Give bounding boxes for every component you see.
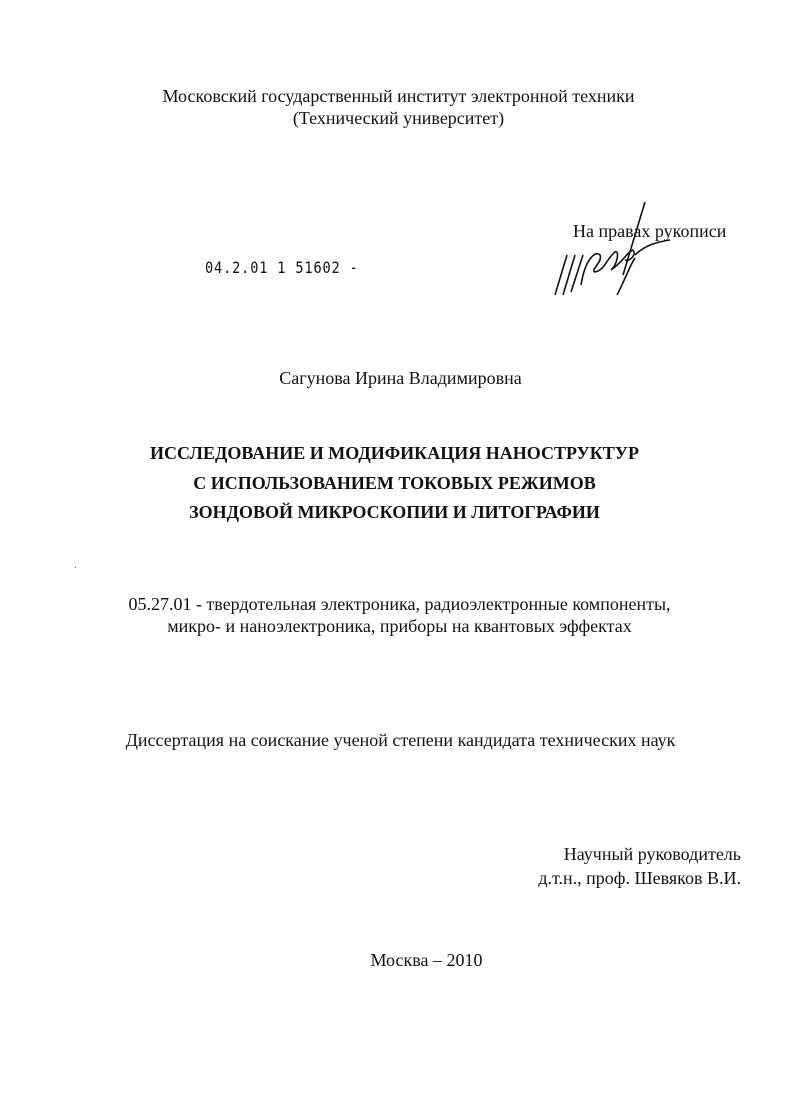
institution-subtitle: (Технический университет) (292, 108, 505, 128)
supervisor-name: д.т.н., проф. Шевяков В.И. (538, 868, 741, 888)
supervisor-label: Научный руководитель (563, 844, 741, 864)
specialty-line-2: микро- и наноэлектроника, приборы на квантовых эффектах (167, 616, 632, 636)
institution-name: Московский государственный институт электронной техники (162, 86, 635, 106)
manuscript-note: На правах рукописи (573, 221, 727, 241)
title-line-1: ИССЛЕДОВАНИЕ И МОДИФИКАЦИЯ НАНОСТРУКТУР (150, 443, 639, 463)
scan-speck (75, 567, 76, 568)
registration-stamp: 04.2.01 1 51602 - (205, 258, 359, 277)
degree-statement: Диссертация на соискание ученой степени кандидата технических наук (125, 730, 676, 750)
specialty-line-1: 05.27.01 - твердотельная электроника, радиоэлектронные компоненты, (128, 594, 671, 614)
signature-icon (545, 200, 675, 305)
place-year: Москва – 2010 (370, 950, 483, 970)
title-line-2: С ИСПОЛЬЗОВАНИЕМ ТОКОВЫХ РЕЖИМОВ (193, 473, 596, 493)
author-name: Сагунова Ирина Владимировна (279, 368, 522, 388)
title-line-3: ЗОНДОВОЙ МИКРОСКОПИИ И ЛИТОГРАФИИ (189, 502, 600, 522)
